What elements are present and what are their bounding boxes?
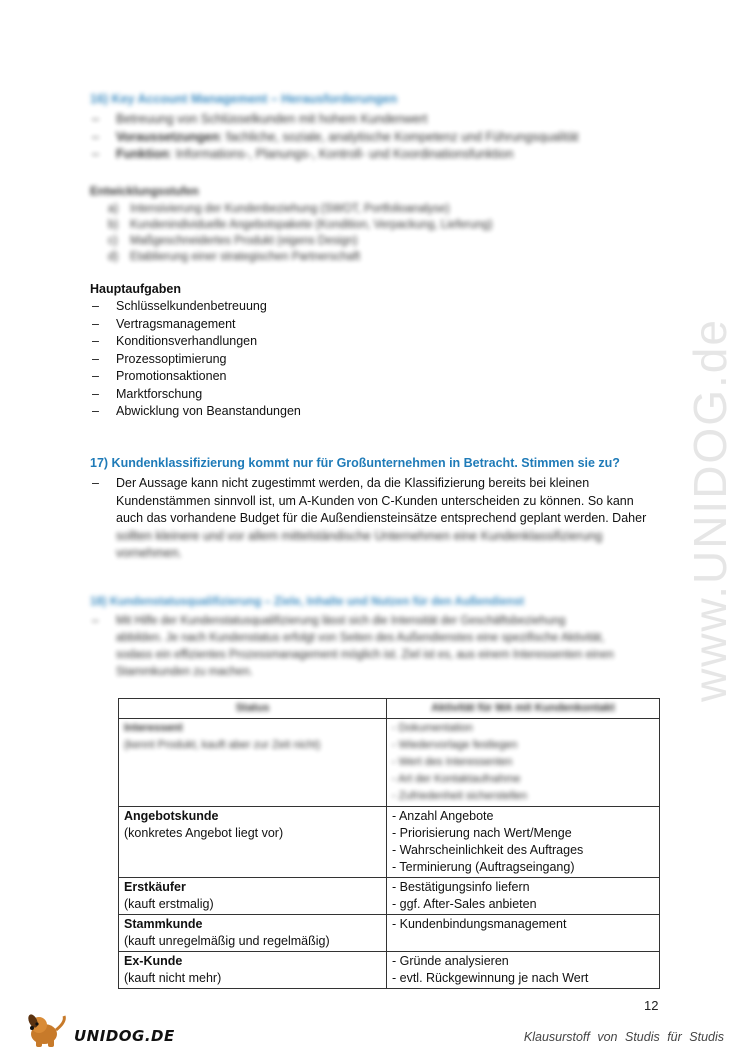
- list-item: – Funktion: Informations-, Planungs-, Kontroll- und Koordinationsfunktion: [90, 146, 670, 164]
- table-row: Interessent (kennt Produkt, kauft aber zur Zeit nicht) - Dokumentation - Wiedervorlage festlegen - Wert des Interessenten - Art der Kontaktaufnahme - Zufriedenheit sicherstellen: [119, 719, 660, 807]
- section-18-heading: 18) Kundenstatusqualifizierung – Ziele, Inhalte und Nutzen für den Außendienst: [90, 596, 525, 608]
- list-item: – Schlüsselkundenbetreuung: [90, 298, 670, 316]
- table-header-activity: Aktivität für MA mit Kundenkontakt: [387, 699, 660, 719]
- list-item: a) Intensivierung der Kundenbeziehung (SWOT, Portfolioanalyse): [108, 202, 450, 215]
- logo-text: UNIDOG.DE: [74, 1027, 175, 1045]
- section-17: [90, 456, 680, 563]
- list-item: – Promotionsaktionen: [90, 368, 670, 386]
- page-number: 12: [644, 998, 659, 1013]
- section-17-heading: 17) Kundenklassifizierung kommt nur für Großunternehmen in Betracht. Stimmen sie zu?: [90, 456, 620, 470]
- section-18: [90, 596, 680, 681]
- list-item: – Vertragsmanagement: [90, 316, 670, 334]
- table-row: Stammkunde (kauft unregelmäßig und regelmäßig) - Kundenbindungsmanagement: [119, 915, 660, 952]
- list-item: – Marktforschung: [90, 386, 670, 404]
- list-item: – Der Aussage kann nicht zugestimmt werden, da die Klassifizierung bereits bei kleinen Kundenstämmen sinnvoll ist, um A-Kunden von C-Kunden unterscheiden zu können. So kann auch das vorhandene Budget für die Außendiensteinsätze entsprechend geplant werden. Daher sollten kleinere und vor allem mittelständische Unternehmen eine Kundenklassifizierung vornehmen.: [90, 475, 680, 563]
- list-item: – Konditionsverhandlungen: [90, 333, 670, 351]
- tasks-list: [90, 298, 670, 421]
- list-item: – Betreuung von Schlüsselkunden mit hohem Kundenwert: [90, 111, 670, 129]
- section-17-answer: [90, 475, 680, 563]
- dog-icon: [22, 1012, 74, 1048]
- list-item: – Mit Hilfe der Kundenstatusqualifizierung lässt sich die Intensität der Geschäftsbeziehung abbilden. Je nach Kundenstatus erfolgt von Seiten des Außendienstes eine spezifische Aktivität, sodass ein effizientes Prozessmanagement möglich ist. Ziel ist es, aus einem Interessenten einen Stammkunden zu machen.: [90, 613, 680, 681]
- list-item: – Voraussetzungen: fachliche, soziale, analytische Kompetenz und Führungsqualität: [90, 129, 670, 147]
- list-item: b) Kundenindividuelle Angebotspakete (Kondition, Verpackung, Lieferung): [108, 218, 493, 231]
- section-18-text: [90, 613, 680, 681]
- section-16-blurred: [90, 92, 670, 265]
- table-row: Erstkäufer (kauft erstmalig) - Bestätigungsinfo liefern - ggf. After-Sales anbieten: [119, 878, 660, 915]
- section-16-heading: 16) Key Account Management – Herausforderungen: [90, 92, 398, 106]
- tasks-title: Hauptaufgaben: [90, 282, 181, 296]
- list-item: – Prozessoptimierung: [90, 351, 670, 369]
- table-row: Ex-Kunde (kauft nicht mehr) - Gründe analysieren - evtl. Rückgewinnung je nach Wert: [119, 952, 660, 989]
- list-item: – Abwicklung von Beanstandungen: [90, 403, 670, 421]
- watermark-text: www.UNIDOG.de: [684, 318, 737, 702]
- footer-slogan: Klausurstoff von Studis für Studis: [523, 1030, 724, 1044]
- table-header-row: [119, 699, 660, 719]
- list-item: c) Maßgeschneidertes Produkt (eigens Design): [108, 234, 358, 247]
- table-header-status: Status: [119, 699, 387, 719]
- stages-list: [90, 201, 670, 265]
- tasks-block: [90, 281, 670, 421]
- table-row: Angebotskunde (konkretes Angebot liegt vor) - Anzahl Angebote - Priorisierung nach Wert/Menge - Wahrscheinlichkeit des Auftrages - Terminierung (Auftragseingang): [119, 807, 660, 878]
- section-16-list: [90, 111, 670, 164]
- stages-title: Entwicklungsstufen: [90, 185, 199, 198]
- list-item: d) Etablierung einer strategischen Partnerschaft: [108, 250, 361, 263]
- unidog-logo: [22, 1012, 175, 1048]
- customer-status-table: [118, 698, 660, 989]
